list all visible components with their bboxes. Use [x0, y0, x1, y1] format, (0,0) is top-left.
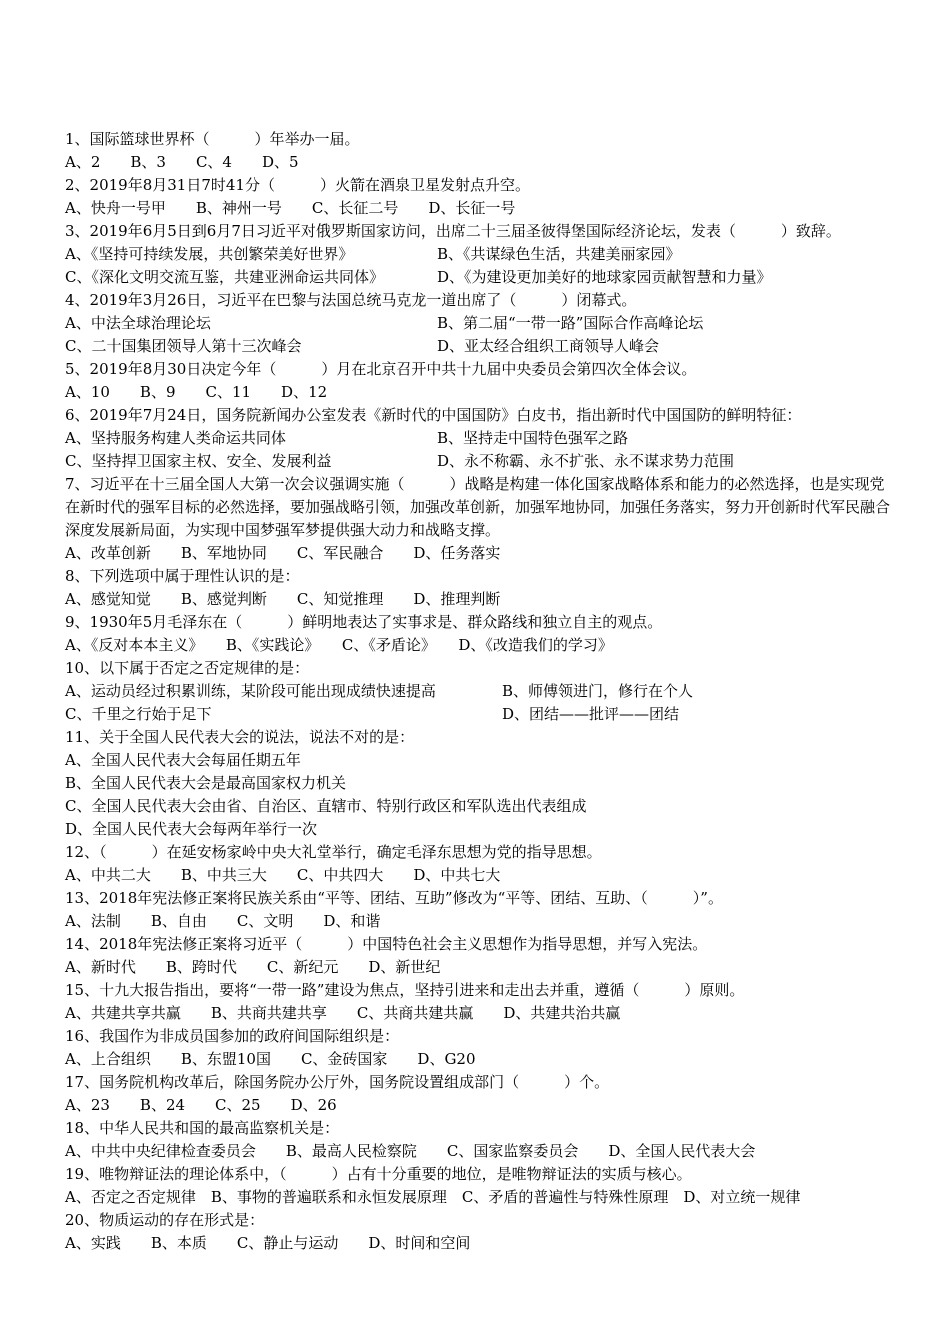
question-stem: 19、唯物辩证法的理论体系中，（ ）占有十分重要的地位，是唯物辩证法的实质与核心。	[65, 1165, 692, 1183]
option-c: C、二十国集团领导人第十三次峰会	[65, 337, 302, 355]
option-row	[65, 243, 895, 266]
option-row	[65, 703, 895, 726]
option-d: D、全国人民代表大会每两年举行一次	[65, 820, 318, 838]
question-stem: 18、中华人民共和国的最高监察机关是：	[65, 1119, 340, 1137]
option-c: C、坚持捍卫国家主权、安全、发展利益	[65, 452, 332, 470]
option-d: D、《为建设更加美好的地球家园贡献智慧和力量》	[437, 268, 772, 286]
option-row	[65, 266, 895, 289]
question-stem: 14、2018年宪法修正案将习近平（ ）中国特色社会主义思想作为指导思想，并写入宪法。	[65, 935, 708, 953]
option-b: B、师傅领进门，修行在个人	[502, 682, 694, 700]
question-options: A、法制 B、自由 C、文明 D、和谐	[65, 912, 381, 930]
option-a: A、《坚持可持续发展，共创繁荣美好世界》	[65, 245, 354, 263]
question-list	[65, 128, 895, 1255]
question-stem: 3、2019年6月5日到6月7日习近平对俄罗斯国家访问，出席二十三届圣彼得堡国际经济论坛，发表（ ）致辞。	[65, 222, 841, 240]
question-options: A、改革创新 B、军地协同 C、军民融合 D、任务落实	[65, 544, 501, 562]
question-stem: 15、十九大报告指出，要将“一带一路”建设为焦点，坚持引进来和走出去并重，遵循（ ）原则。	[65, 981, 745, 999]
question-stem: 9、1930年5月毛泽东在（ ）鲜明地表达了实事求是、群众路线和独立自主的观点。	[65, 613, 663, 631]
question-stem: 13、2018年宪法修正案将民族关系由“平等、团结、互助”修改为“平等、团结、互助、（ ）”。	[65, 889, 723, 907]
option-row	[65, 312, 895, 335]
question-stem: 1、国际篮球世界杯（ ）年举办一届。	[65, 130, 360, 148]
question-stem: 5、2019年8月30日决定今年（ ）月在北京召开中共十九届中央委员会第四次全体会议。	[65, 360, 697, 378]
question-options: A、上合组织 B、东盟10国 C、金砖国家 D、G20	[65, 1050, 476, 1068]
question-options: A、23 B、24 C、25 D、26	[65, 1096, 337, 1114]
option-row	[65, 427, 895, 450]
option-row	[65, 450, 895, 473]
option-b: B、全国人民代表大会是最高国家权力机关	[65, 774, 347, 792]
question-options: A、共建共享共赢 B、共商共建共享 C、共商共建共赢 D、共建共治共赢	[65, 1004, 621, 1022]
option-b: B、坚持走中国特色强军之路	[437, 429, 629, 447]
option-a: A、全国人民代表大会每届任期五年	[65, 751, 301, 769]
question-stem: 10、以下属于否定之否定规律的是：	[65, 659, 310, 677]
option-b: B、第二届“一带一路”国际合作高峰论坛	[437, 314, 704, 332]
option-row	[65, 335, 895, 358]
option-a: A、坚持服务构建人类命运共同体	[65, 429, 286, 447]
question-options: A、感觉知觉 B、感觉判断 C、知觉推理 D、推理判断	[65, 590, 501, 608]
question-stem: 20、物质运动的存在形式是：	[65, 1211, 265, 1229]
question-stem: 16、我国作为非成员国参加的政府间国际组织是：	[65, 1027, 400, 1045]
question-options: A、快舟一号甲 B、神州一号 C、长征二号 D、长征一号	[65, 199, 516, 217]
option-d: D、团结——批评——团结	[502, 705, 680, 723]
option-a: A、运动员经过积累训练，某阶段可能出现成绩快速提高	[65, 682, 436, 700]
question-options: A、中共中央纪律检查委员会 B、最高人民检察院 C、国家监察委员会 D、全国人民代表大会	[65, 1142, 756, 1160]
question-options: A、10 B、9 C、11 D、12	[65, 383, 328, 401]
question-options: A、新时代 B、跨时代 C、新纪元 D、新世纪	[65, 958, 441, 976]
option-c: C、千里之行始于足下	[65, 705, 212, 723]
question-options: A、否定之否定规律 B、事物的普遍联系和永恒发展原理 C、矛盾的普遍性与特殊性原理 D、对立统一规律	[65, 1188, 801, 1206]
option-d: D、永不称霸、永不扩张、永不谋求势力范围	[437, 452, 735, 470]
question-options: A、实践 B、本质 C、静止与运动 D、时间和空间	[65, 1234, 471, 1252]
option-c: C、全国人民代表大会由省、自治区、直辖市、特别行政区和军队选出代表组成	[65, 797, 587, 815]
question-stem: 11、关于全国人民代表大会的说法，说法不对的是：	[65, 728, 415, 746]
question-stem: 6、2019年7月24日，国务院新闻办公室发表《新时代的中国国防》白皮书，指出新时代中国国防的鲜明特征：	[65, 406, 802, 424]
question-stem: 4、2019年3月26日，习近平在巴黎与法国总统马克龙一道出席了（ ）闭幕式。	[65, 291, 637, 309]
question-options: A、《反对本本主义》 B、《实践论》 C、《矛盾论》 D、《改造我们的学习》	[65, 636, 613, 654]
question-options: A、2 B、3 C、4 D、5	[65, 153, 299, 171]
option-b: B、《共谋绿色生活，共建美丽家园》	[437, 245, 681, 263]
question-stem: 12、（ ）在延安杨家岭中央大礼堂举行，确定毛泽东思想为党的指导思想。	[65, 843, 602, 861]
option-d: D、亚太经合组织工商领导人峰会	[437, 337, 660, 355]
option-row	[65, 680, 895, 703]
question-options: A、中共二大 B、中共三大 C、中共四大 D、中共七大	[65, 866, 501, 884]
option-a: A、中法全球治理论坛	[65, 314, 211, 332]
question-stem: 2、2019年8月31日7时41分（ ）火箭在酒泉卫星发射点升空。	[65, 176, 530, 194]
question-stem: 7、习近平在十三届全国人大第一次会议强调实施（ ）战略是构建一体化国家战略体系和能力的必然选择，也是实现党在新时代的强军目标的必然选择，要加强战略引领，加强改革创新，加强军地协同，加强任务落实，努力开创新时代军民融合深度发展新局面，为实现中国梦强军梦提供强大动力和战略支撑。	[65, 475, 891, 539]
question-stem: 8、下列选项中属于理性认识的是：	[65, 567, 300, 585]
option-c: C、《深化文明交流互鉴，共建亚洲命运共同体》	[65, 268, 384, 286]
question-stem: 17、国务院机构改革后，除国务院办公厅外，国务院设置组成部门（ ）个。	[65, 1073, 610, 1091]
